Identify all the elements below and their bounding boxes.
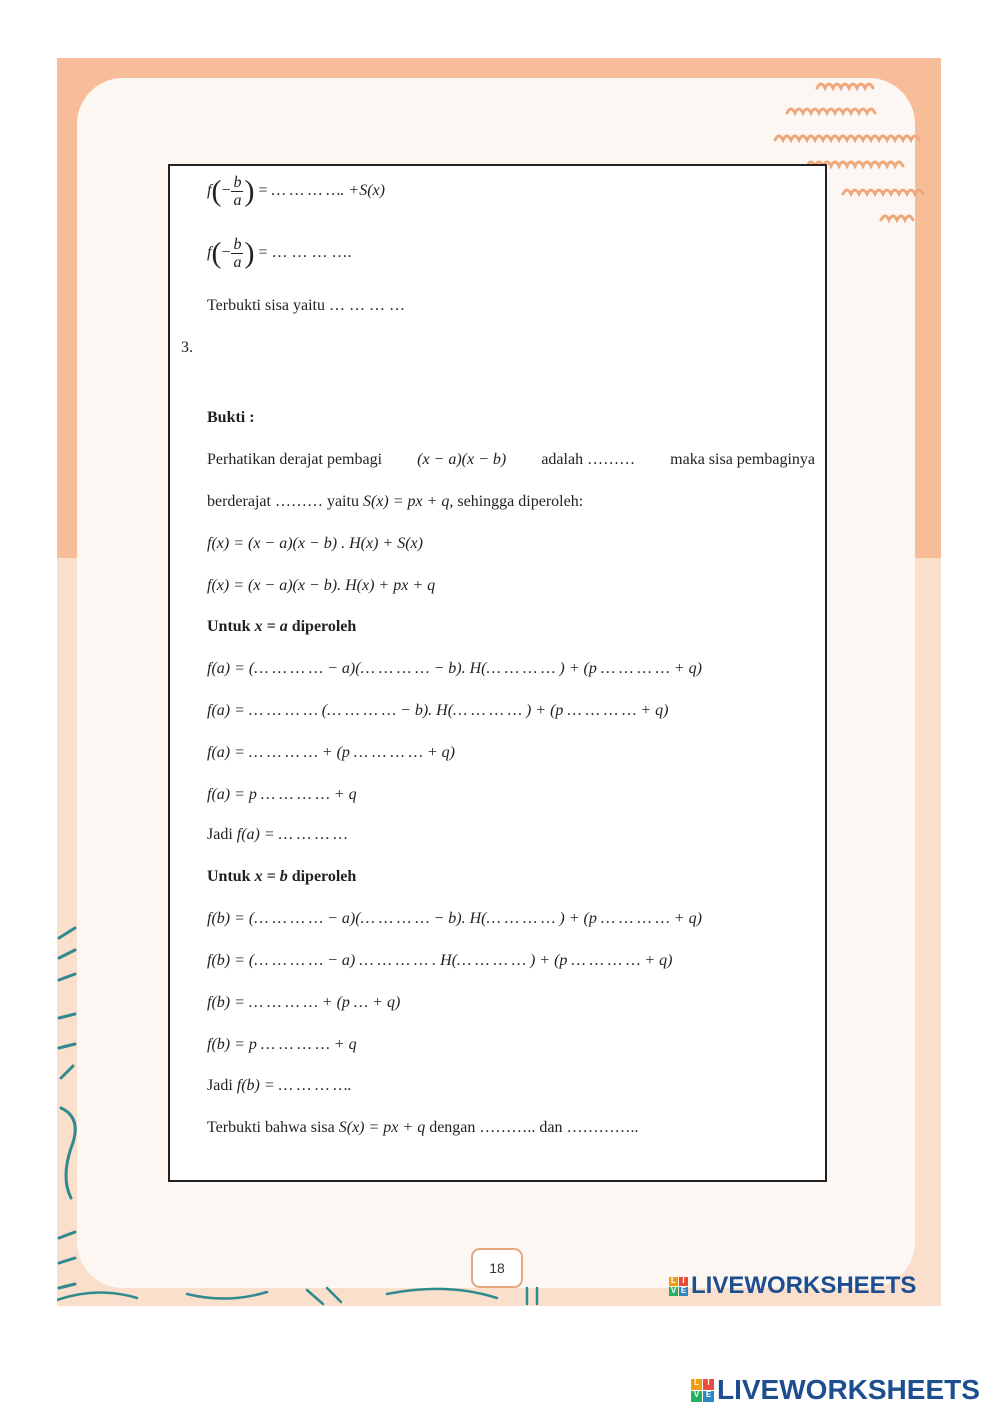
fraction-b-over-a	[231, 174, 243, 209]
logo-cell: L	[669, 1277, 678, 1286]
function-label: f	[207, 244, 212, 262]
minus-sign: −	[221, 244, 231, 262]
case-a-heading	[207, 618, 356, 636]
brand-logo-outer	[691, 1374, 980, 1406]
heading-text: Untuk	[207, 868, 251, 885]
equation-fb-1: f(b) = (… … … … − a)(… … … … − b). H(… … … … ) + (p … … … … + q)	[207, 910, 702, 927]
equation-fb-3: f(b) = … … … … + (p … + q)	[207, 994, 401, 1011]
paragraph-line-1	[207, 451, 815, 469]
fraction-numerator: b	[233, 236, 242, 253]
conclusion-fb	[207, 1077, 352, 1095]
logo-cell: E	[703, 1391, 714, 1402]
equation-line-2	[207, 236, 352, 271]
paragraph-line-2	[207, 493, 583, 511]
paragraph-text: Perhatikan derajat pembagi	[207, 451, 383, 468]
final-conclusion	[207, 1119, 639, 1137]
brand-logo-inner	[669, 1272, 916, 1300]
brand-text: LIVEWORKSHEETS	[691, 1272, 917, 1299]
minus-sign: −	[221, 182, 231, 200]
function-label: f	[207, 182, 212, 200]
equation-fa-1: f(a) = (… … … … − a)(… … … … − b). H(… … … … ) + (p … … … … + q)	[207, 660, 702, 677]
paragraph-text: berderajat ……… yaitu	[207, 493, 359, 510]
conclusion-text: Jadi	[207, 1077, 233, 1094]
logo-cell: V	[691, 1391, 702, 1402]
conclusion-text: Jadi	[207, 826, 233, 843]
squiggle-decoration-icon	[57, 918, 97, 1306]
heading-text: diperoleh	[291, 618, 357, 635]
conclusion-fa	[207, 826, 348, 844]
conclusion-expression: f(b) = … … … ….	[236, 1077, 352, 1094]
proof-conclusion-line: Terbukti sisa yaitu … … … …	[207, 297, 405, 314]
equation-fa-2: f(a) = … … … … (… … … … − b). H(… … … … ) + (p … … … … + q)	[207, 702, 669, 719]
logo-cell: L	[691, 1379, 702, 1390]
logo-cell: V	[670, 1285, 677, 1295]
case-b-heading	[207, 868, 356, 886]
equation-fx-1: f(x) = (x − a)(x − b) . H(x) + S(x)	[207, 535, 423, 552]
conclusion-expression: f(a) = … … … …	[236, 826, 348, 843]
heading-text: diperoleh	[291, 868, 357, 885]
bukti-heading: Bukti :	[207, 409, 255, 426]
divisor-expression: (x − a)(x − b)	[417, 451, 507, 468]
logo-cell: I	[679, 1277, 688, 1286]
conclusion-text: Terbukti bahwa sisa	[207, 1119, 335, 1136]
equation-1-rhs: … … … …. +S(x)	[271, 182, 385, 200]
paragraph-text: maka sisa pembaginya	[670, 451, 815, 468]
equation-fb-4: f(b) = p … … … … + q	[207, 1036, 357, 1053]
right-paren: )	[244, 174, 255, 208]
brand-text: LIVEWORKSHEETS	[717, 1374, 980, 1405]
equation-fx-2: f(x) = (x − a)(x − b). H(x) + px + q	[207, 577, 436, 594]
heading-text: Untuk	[207, 618, 251, 635]
paragraph-text: , sehingga diperoleh:	[449, 493, 584, 510]
fraction-denominator: a	[233, 254, 242, 271]
left-paren: (	[211, 236, 222, 270]
liveworksheets-logo-icon	[691, 1379, 714, 1402]
equals-sign: =	[258, 244, 268, 262]
case-condition: x = b	[254, 868, 288, 885]
remainder-expression: S(x) = px + q	[338, 1119, 426, 1136]
equation-fa-3: f(a) = … … … … + (p … … … … + q)	[207, 744, 455, 761]
equation-fb-2: f(b) = (… … … … − a) … … … … . H(… … … … ) + (p … … … … + q)	[207, 952, 673, 969]
case-condition: x = a	[254, 618, 288, 635]
page-number: 18	[471, 1248, 523, 1288]
equals-sign: =	[258, 182, 268, 200]
fraction-numerator: b	[233, 174, 242, 191]
equation-line-1	[207, 174, 385, 209]
equation-fa-4: f(a) = p … … … … + q	[207, 786, 357, 803]
conclusion-text: dengan ……….. dan …………..	[429, 1119, 639, 1136]
logo-cell: E	[680, 1285, 687, 1295]
equation-2-rhs: … … … ….	[271, 244, 352, 262]
remainder-expression: S(x) = px + q	[362, 493, 450, 510]
logo-cell: I	[703, 1379, 714, 1390]
fraction-b-over-a	[231, 236, 243, 271]
liveworksheets-logo-icon	[669, 1277, 688, 1296]
fraction-denominator: a	[233, 192, 242, 209]
right-paren: )	[244, 236, 255, 270]
item-number: 3.	[181, 339, 193, 356]
left-paren: (	[211, 174, 222, 208]
paragraph-text: adalah ………	[541, 451, 636, 468]
